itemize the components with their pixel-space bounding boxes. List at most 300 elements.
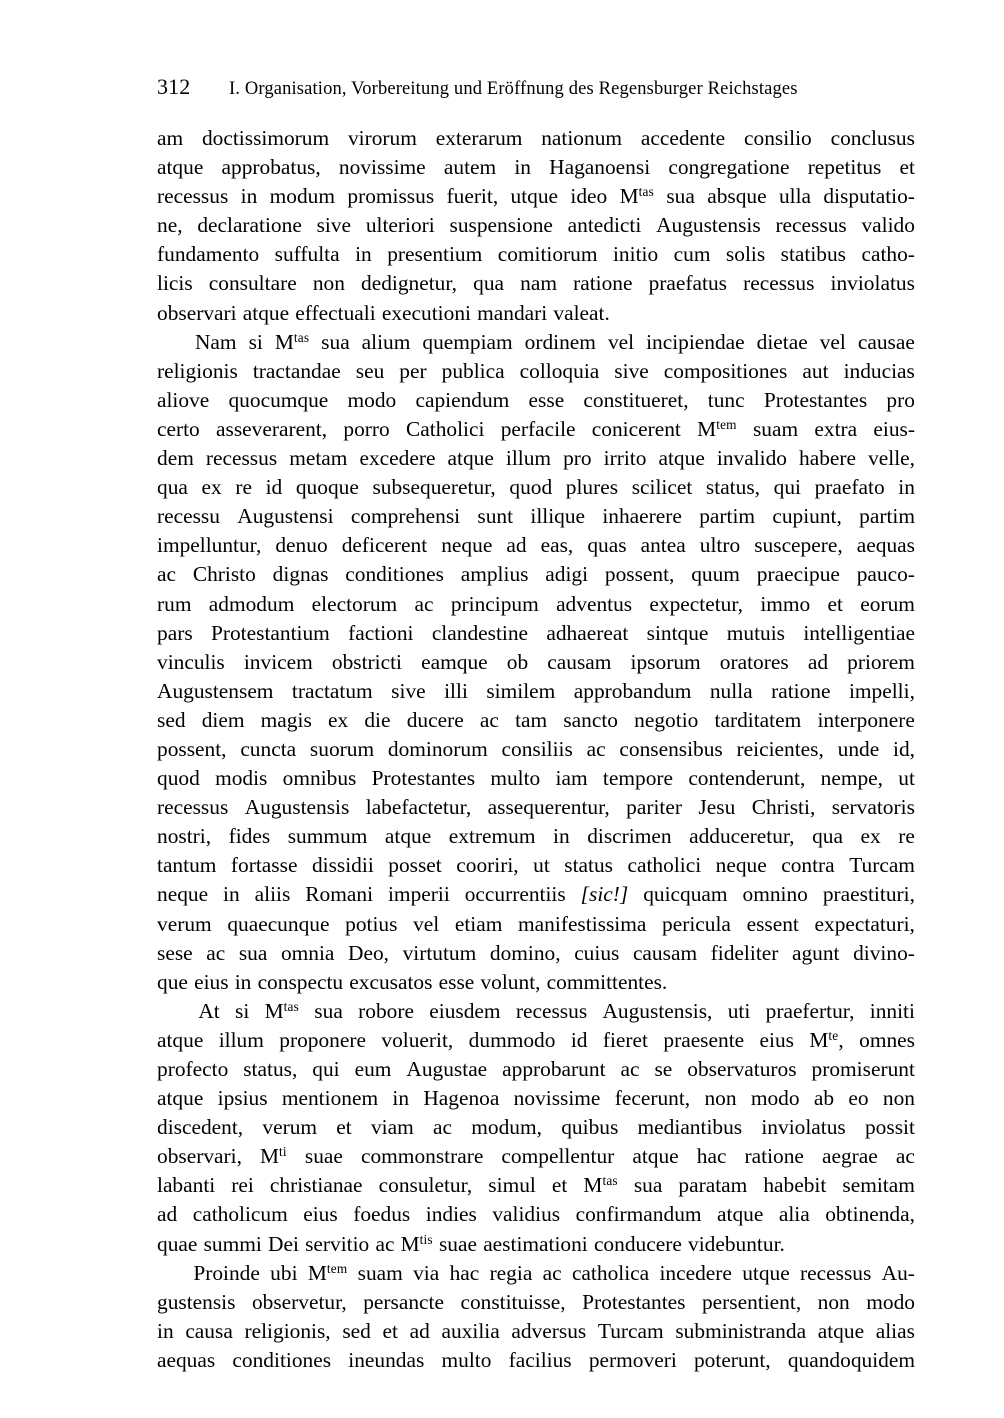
word: excusatos xyxy=(349,969,433,994)
abbrev-majestas: $M^{ti}$ xyxy=(260,1144,287,1169)
word: qua xyxy=(157,475,188,500)
word: poterunt, xyxy=(693,1347,771,1372)
word: ubi xyxy=(270,1260,298,1285)
word: quum xyxy=(691,562,740,587)
superscript-suffix: tas xyxy=(283,998,299,1014)
word: possent, xyxy=(157,736,227,761)
word: Romani xyxy=(305,882,374,907)
word: praefato xyxy=(814,475,885,500)
paragraph xyxy=(157,328,915,997)
word: fundamento xyxy=(157,242,260,267)
word: amplius xyxy=(460,562,529,587)
word: tractandae xyxy=(252,358,341,383)
word: dignas xyxy=(272,562,329,587)
word: in xyxy=(514,155,531,180)
word: suam xyxy=(752,416,799,441)
word: sua xyxy=(238,940,268,965)
word: multo xyxy=(441,1347,492,1372)
word: esse xyxy=(438,969,475,994)
word: alia xyxy=(778,1202,810,1227)
word: modum xyxy=(269,184,336,209)
word: conditiones xyxy=(232,1347,332,1372)
text-line xyxy=(157,735,915,764)
word: cuius xyxy=(574,940,620,965)
word: possent, xyxy=(604,562,675,587)
word: praestituri, xyxy=(822,882,915,907)
word: in xyxy=(392,1086,410,1111)
text-line xyxy=(157,1084,915,1113)
word: sive xyxy=(316,213,352,238)
word: pericula xyxy=(662,911,731,936)
word: quae xyxy=(157,1231,198,1256)
word: que xyxy=(157,969,188,994)
word: et xyxy=(827,591,843,616)
word: suam xyxy=(357,1260,403,1285)
word: conclusus xyxy=(830,126,915,150)
word: expectetur, xyxy=(649,591,743,616)
word: modis xyxy=(215,766,268,791)
word: novissime xyxy=(338,155,426,180)
text-line xyxy=(157,153,915,182)
word: solis xyxy=(725,242,766,267)
word: verum xyxy=(157,911,212,936)
word: in xyxy=(898,475,915,500)
word: pauco- xyxy=(856,562,915,587)
running-head-title: I. Organisation, Vorbereitung und Eröffnung des Regensburger Reichstages xyxy=(229,79,798,99)
word: recessus xyxy=(205,446,278,471)
word: obstricti xyxy=(331,649,402,674)
word: sua xyxy=(633,1173,663,1198)
word: tunc xyxy=(707,387,745,412)
text-line xyxy=(157,619,915,648)
word: dedignetur, xyxy=(361,271,457,296)
word: ac xyxy=(433,1115,453,1140)
word: pro xyxy=(886,387,915,412)
word: Christo xyxy=(192,562,256,587)
word: nostri, xyxy=(157,824,212,849)
word: inviolatus xyxy=(830,271,915,296)
editorial-sic-note: [sic!] xyxy=(580,882,629,907)
word: ex xyxy=(201,475,222,500)
text-line xyxy=(157,1026,915,1055)
word: ab xyxy=(813,1086,835,1111)
word: Augustensem xyxy=(157,678,274,703)
word: tempore xyxy=(602,766,674,791)
word: confirmandum xyxy=(575,1202,702,1227)
word: praecipue xyxy=(756,562,840,587)
word: absque xyxy=(707,184,767,209)
word: certo xyxy=(157,416,200,441)
superscript-suffix: tas xyxy=(293,329,310,345)
word: doctissimorum xyxy=(201,126,330,150)
word: exterarum xyxy=(435,126,523,150)
word: id xyxy=(570,1027,588,1052)
word: hac xyxy=(696,1144,727,1169)
word: auxilia xyxy=(441,1318,500,1343)
word: praefertur, xyxy=(765,998,855,1023)
word: rum xyxy=(157,591,192,616)
word: nempe, xyxy=(820,766,883,791)
word: tantum xyxy=(157,853,217,878)
text-line xyxy=(157,502,915,531)
paragraph-indent xyxy=(157,1259,183,1288)
word: illi xyxy=(444,678,468,703)
superscript-suffix: tem xyxy=(326,1260,348,1276)
word: modo xyxy=(866,1289,915,1314)
word: congregatione xyxy=(668,155,790,180)
word: ducere xyxy=(406,707,464,732)
word: potius xyxy=(345,911,398,936)
word: catho- xyxy=(861,242,915,267)
word: observaturos xyxy=(687,1057,797,1081)
word: fecerunt, xyxy=(614,1086,691,1111)
word: dissidii xyxy=(311,853,374,878)
word: ac xyxy=(620,1057,640,1081)
word: sua xyxy=(321,329,350,354)
word: sive xyxy=(391,678,426,703)
word: expectaturi, xyxy=(814,911,915,936)
word: modo xyxy=(750,1086,800,1111)
word: eamque xyxy=(421,649,488,674)
word: Protestantes xyxy=(582,1289,686,1314)
word: suspensione xyxy=(449,213,553,238)
word: catholica xyxy=(571,1260,650,1285)
word: metam xyxy=(289,446,348,471)
word: eorum xyxy=(860,591,915,616)
word: incipiendae xyxy=(646,329,745,354)
text-line xyxy=(157,1113,915,1142)
word: Catholici xyxy=(406,416,485,441)
word: profecto xyxy=(157,1057,229,1081)
word: servatoris xyxy=(831,795,915,820)
text-line xyxy=(157,124,915,153)
word: tam xyxy=(515,707,548,732)
word: Jesu xyxy=(698,795,736,820)
word: pars xyxy=(157,620,193,645)
word: constituisse, xyxy=(460,1289,566,1314)
word: dem xyxy=(157,446,194,471)
word: eius xyxy=(759,1027,794,1052)
word: recessus xyxy=(800,1260,872,1285)
word: cum xyxy=(673,242,711,267)
word: adventus xyxy=(556,591,633,616)
text-line xyxy=(157,299,915,328)
word: semitam xyxy=(842,1173,915,1198)
word: seu xyxy=(355,358,385,383)
word: illique xyxy=(530,504,586,529)
word: invicem xyxy=(243,649,313,674)
text-line xyxy=(157,1142,915,1171)
word: Augustae xyxy=(406,1057,488,1081)
text-line xyxy=(157,1171,915,1200)
word: committentes. xyxy=(546,969,668,994)
word: interponere xyxy=(817,707,915,732)
word: suorum xyxy=(309,736,375,761)
word: atque xyxy=(817,1318,865,1343)
word: adhaereat xyxy=(546,620,629,645)
word: et xyxy=(551,1173,568,1198)
word: antea xyxy=(640,533,686,558)
word: qua xyxy=(812,824,843,849)
word: atque xyxy=(242,300,290,325)
word: utque xyxy=(742,1260,790,1285)
word: divino- xyxy=(853,940,915,965)
word: rei xyxy=(231,1173,254,1198)
word: comitiorum xyxy=(497,242,598,267)
word: et xyxy=(899,155,915,180)
word: conditiones xyxy=(345,562,444,587)
running-head xyxy=(157,74,915,100)
word: Haganoensi xyxy=(549,155,651,180)
word: discedent, xyxy=(157,1115,244,1140)
word: recessus xyxy=(515,998,588,1023)
word: viam xyxy=(370,1115,414,1140)
word: aequas xyxy=(856,533,915,558)
word: factioni xyxy=(348,620,414,645)
superscript-suffix: te xyxy=(828,1028,839,1044)
word: incedere xyxy=(659,1260,732,1285)
abbrev-majestas: $M^{tas}$ xyxy=(274,329,310,354)
word: ac xyxy=(479,707,499,732)
word: disputatio- xyxy=(823,184,915,209)
word: qui xyxy=(312,1057,340,1081)
word: possit xyxy=(864,1115,915,1140)
word: ac xyxy=(586,736,606,761)
word: cooriri, xyxy=(456,853,519,878)
word: causae xyxy=(857,329,915,354)
word: labanti xyxy=(157,1173,216,1198)
text-line xyxy=(157,1346,915,1375)
word: fieret xyxy=(602,1027,648,1052)
superscript-suffix: tas xyxy=(638,184,654,200)
word: inhaerere xyxy=(602,504,682,529)
paragraph xyxy=(157,997,915,1259)
word: recessu xyxy=(157,504,220,529)
text-line xyxy=(157,1288,915,1317)
word: non xyxy=(704,1086,737,1111)
word: simul xyxy=(488,1173,536,1198)
text-line xyxy=(157,677,915,706)
word: ultro xyxy=(699,533,741,558)
word: dominorum xyxy=(387,736,488,761)
text-line xyxy=(157,880,915,909)
word: omnia xyxy=(280,940,335,965)
word: tarditatem xyxy=(714,707,802,732)
word: iam xyxy=(555,766,588,791)
word: quandoquidem xyxy=(787,1347,915,1372)
word: mandari xyxy=(477,300,548,325)
word: per xyxy=(399,358,427,383)
word: voluerit, xyxy=(381,1027,454,1052)
word: sua xyxy=(314,998,343,1023)
word: sunt xyxy=(477,504,514,529)
word: Augustensis, xyxy=(602,998,713,1023)
word: imperii xyxy=(387,882,450,907)
word: quicquam xyxy=(643,882,728,907)
word: impelluntur, xyxy=(157,533,262,558)
abbrev-majestas: $M^{tas}$ xyxy=(583,1173,618,1198)
word: summum xyxy=(287,824,368,849)
word: Hagenoa xyxy=(423,1086,500,1111)
word: aestimationi xyxy=(483,1231,588,1256)
word: extra xyxy=(814,416,858,441)
text-line xyxy=(157,1200,915,1229)
word: effectuali xyxy=(295,300,376,325)
word: vinculis xyxy=(157,649,225,674)
word: promiserunt xyxy=(811,1057,915,1081)
word: Au- xyxy=(881,1260,915,1285)
word: modo xyxy=(347,387,397,412)
word: conicerent xyxy=(591,416,681,441)
abbrev-majestas: $M^{tis}$ xyxy=(400,1231,433,1256)
word: sed xyxy=(342,1318,371,1343)
word: inducias xyxy=(843,358,915,383)
word: neque xyxy=(157,882,209,907)
word: admodum xyxy=(208,591,295,616)
word: fortasse xyxy=(230,853,298,878)
word: alium xyxy=(361,329,411,354)
abbrev-majestas: $M^{tas}$ xyxy=(619,184,654,209)
text-line xyxy=(157,1230,915,1259)
word: ipsius xyxy=(217,1086,268,1111)
word: omnes xyxy=(859,1027,915,1052)
word: eius- xyxy=(873,416,915,441)
word: sua xyxy=(666,184,695,209)
word: atque xyxy=(632,1144,679,1169)
word: conspectu xyxy=(257,969,344,994)
word: quod xyxy=(509,475,553,500)
word: excedere xyxy=(359,446,436,471)
word: habebit xyxy=(763,1173,827,1198)
word: cuncta xyxy=(240,736,297,761)
word: approbarunt xyxy=(502,1057,606,1081)
word: sancto xyxy=(563,707,618,732)
body-text-block xyxy=(157,124,915,1375)
word: plures xyxy=(565,475,619,500)
word: initio xyxy=(612,242,659,267)
word: sed xyxy=(157,707,186,732)
word: uti xyxy=(727,998,751,1023)
word: non xyxy=(882,1086,915,1111)
superscript-suffix: ti xyxy=(279,1144,287,1160)
word: dietae xyxy=(756,329,808,354)
word: aliove xyxy=(157,387,210,412)
word: mutuis xyxy=(726,620,785,645)
word: Augustensis xyxy=(656,213,761,238)
word: At xyxy=(198,998,220,1023)
word: consensibus xyxy=(619,736,723,761)
word: videbuntur. xyxy=(688,1231,785,1256)
word: ac xyxy=(542,1260,562,1285)
word: nam xyxy=(520,271,557,296)
text-line xyxy=(157,910,915,939)
word: novissime xyxy=(513,1086,601,1111)
word: posset xyxy=(388,853,442,878)
word: illum xyxy=(218,1027,264,1052)
word: in xyxy=(553,824,570,849)
word: Augustensi xyxy=(237,504,334,529)
word: velle, xyxy=(868,446,915,471)
word: partim xyxy=(859,504,915,529)
word: si xyxy=(248,329,263,354)
text-line xyxy=(157,473,915,502)
word: discrimen xyxy=(587,824,672,849)
word: electorum xyxy=(311,591,398,616)
word: ac xyxy=(157,562,176,587)
word: Turcam xyxy=(849,853,915,878)
word: aequas xyxy=(157,1347,216,1372)
word: ac xyxy=(206,940,226,965)
text-line xyxy=(157,997,915,1026)
word: ob xyxy=(506,649,529,674)
word: scilicet xyxy=(631,475,693,500)
word: aut xyxy=(802,358,829,383)
abbrev-majestas: $M^{tas}$ xyxy=(264,998,299,1023)
word: invalido xyxy=(716,446,787,471)
word: adduceretur, xyxy=(689,824,795,849)
word: persentient, xyxy=(701,1289,802,1314)
word: declaratione xyxy=(197,213,302,238)
word: utque xyxy=(510,184,559,209)
word: fideliter xyxy=(710,940,779,965)
word: Augustensis xyxy=(244,795,350,820)
word: Protestantes xyxy=(763,387,868,412)
word: ad xyxy=(409,1318,430,1343)
word: deficerent xyxy=(341,533,428,558)
word: subministranda xyxy=(675,1318,807,1343)
word: atque xyxy=(717,1202,764,1227)
word: praesente xyxy=(663,1027,745,1052)
word: Turcam xyxy=(597,1318,664,1343)
word: colloquia xyxy=(519,358,600,383)
word: ac xyxy=(375,1231,395,1256)
paragraph xyxy=(157,124,915,328)
word: causam xyxy=(632,940,698,965)
word: commonstrare xyxy=(360,1144,484,1169)
word: irrito xyxy=(603,446,647,471)
word: nationum xyxy=(541,126,623,150)
text-line xyxy=(157,648,915,677)
word: observari, xyxy=(157,1144,242,1169)
word: am xyxy=(157,126,184,150)
text-line xyxy=(157,240,915,269)
word: ordinem xyxy=(524,329,596,354)
word: eius xyxy=(194,969,229,994)
word: antedicti xyxy=(567,213,642,238)
word: regia xyxy=(489,1260,533,1285)
word: immo xyxy=(760,591,811,616)
word: ut xyxy=(898,766,915,791)
word: fuerit, xyxy=(446,184,499,209)
word: ratione xyxy=(744,1144,804,1169)
superscript-suffix: tas xyxy=(602,1173,618,1189)
word: Protestantes xyxy=(371,766,476,791)
word: virtutum xyxy=(402,940,477,965)
word: constitueret, xyxy=(583,387,689,412)
word: multo xyxy=(490,766,541,791)
word: id xyxy=(265,475,283,500)
word: in xyxy=(157,1318,174,1343)
word: vel xyxy=(819,329,846,354)
text-line xyxy=(157,1317,915,1346)
word: manifestissima xyxy=(518,911,647,936)
word: verum xyxy=(262,1115,318,1140)
word: negotio xyxy=(634,707,699,732)
word: impelli, xyxy=(848,678,915,703)
word: clandestine xyxy=(431,620,529,645)
word: quibus xyxy=(561,1115,619,1140)
word: priorem xyxy=(847,649,915,674)
